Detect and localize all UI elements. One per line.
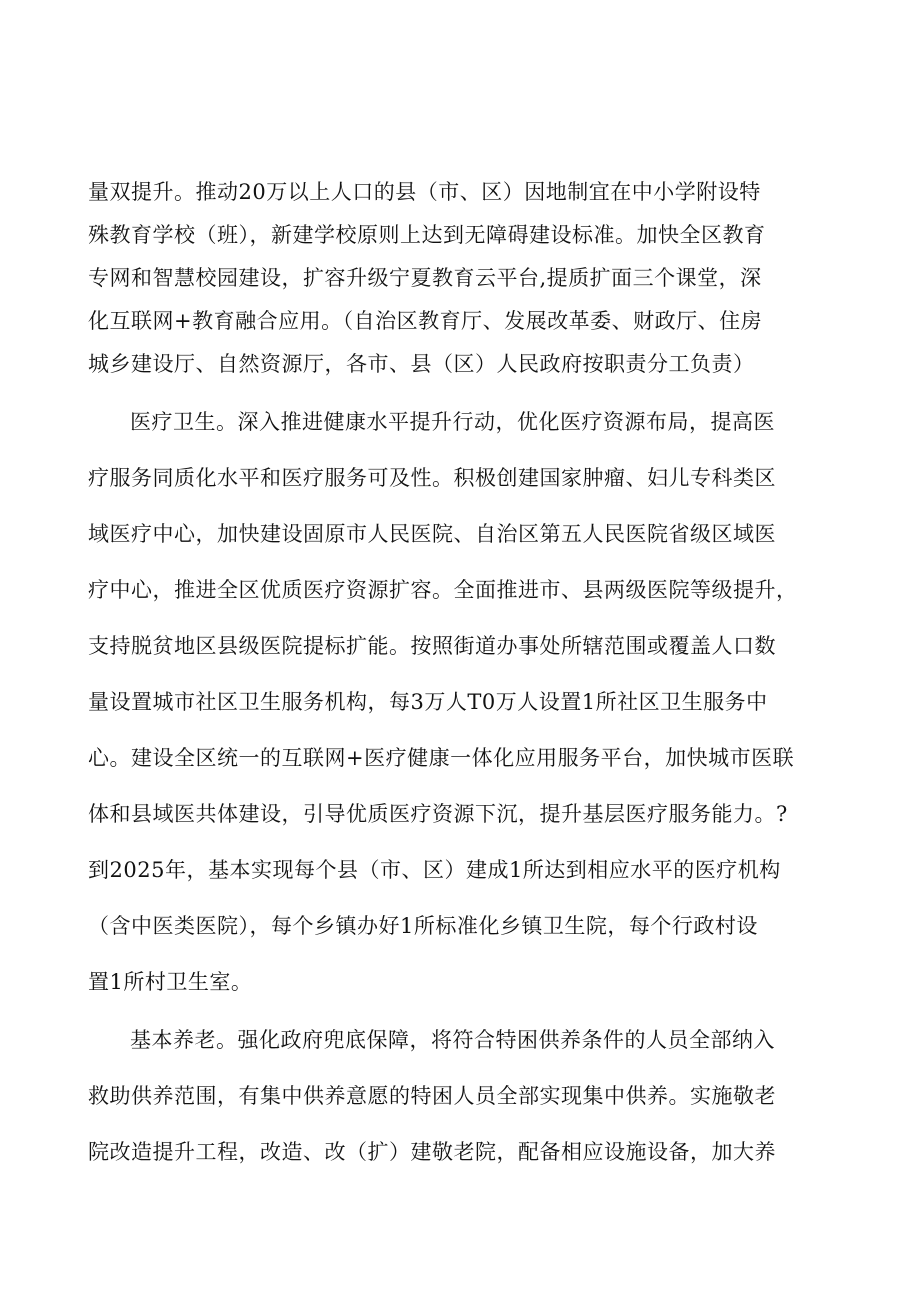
paragraph-2-line-11: 置1所村卫生室。 (88, 970, 253, 994)
paragraph-2-line-1: 医疗卫生。深入推进健康水平提升行动，优化医疗资源布局，提高医 (130, 410, 775, 434)
paragraph-3-line-3: 院改造提升工程，改造、改（扩）建敬老院，配备相应设施设备，加大养 (88, 1140, 776, 1164)
paragraph-2-line-8: 体和县域医共体建设，引导优质医疗资源下沉，提升基层医疗服务能力。? (88, 802, 788, 826)
paragraph-3-line-2: 救助供养范围，有集中供养意愿的特困人员全部实现集中供养。实施敬老 (88, 1084, 776, 1108)
paragraph-2-line-10: （含中医类医院），每个乡镇办好1所标准化乡镇卫生院，每个行政村设 (88, 914, 758, 938)
paragraph-2-line-4: 疗中心，推进全区优质医疗资源扩容。全面推进市、县两级医院等级提升， (88, 578, 798, 602)
paragraph-1-line-4: 化互联网+教育融合应用。（自治区教育厅、发展改革委、财政厅、住房 (88, 309, 763, 333)
paragraph-2-line-5: 支持脱贫地区县级医院提标扩能。按照街道办事处所辖范围或覆盖人口数 (88, 634, 776, 658)
paragraph-1-line-2: 殊教育学校（班），新建学校原则上达到无障碍建设标准。加快全区教育 (88, 223, 766, 247)
paragraph-2-line-2: 疗服务同质化水平和医疗服务可及性。积极创建国家肿瘤、妇儿专科类区 (88, 466, 776, 490)
paragraph-1-line-5: 城乡建设厅、自然资源厅，各市、县（区）人民政府按职责分工负责） (88, 352, 755, 376)
paragraph-3-line-1: 基本养老。强化政府兜底保障，将符合特困供养条件的人员全部纳入 (130, 1028, 775, 1052)
paragraph-2-line-9: 到2025年，基本实现每个县（市、区）建成1所达到相应水平的医疗机构 (88, 858, 781, 882)
paragraph-2-line-3: 域医疗中心，加快建设固原市人民医院、自治区第五人民医院省级区域医 (88, 522, 776, 546)
paragraph-1-line-3: 专网和智慧校园建设，扩容升级宁夏教育云平台,提质扩面三个课堂，深 (88, 266, 762, 290)
paragraph-2-line-6: 量设置城市社区卫生服务机构，每3万人T0万人设置1所社区卫生服务中 (88, 690, 768, 714)
paragraph-1-line-1: 量双提升。推动20万以上人口的县（市、区）因地制宜在中小学附设特 (88, 180, 761, 204)
paragraph-2-line-7: 心。建设全区统一的互联网+医疗健康一体化应用服务平台，加快城市医联 (88, 746, 795, 770)
